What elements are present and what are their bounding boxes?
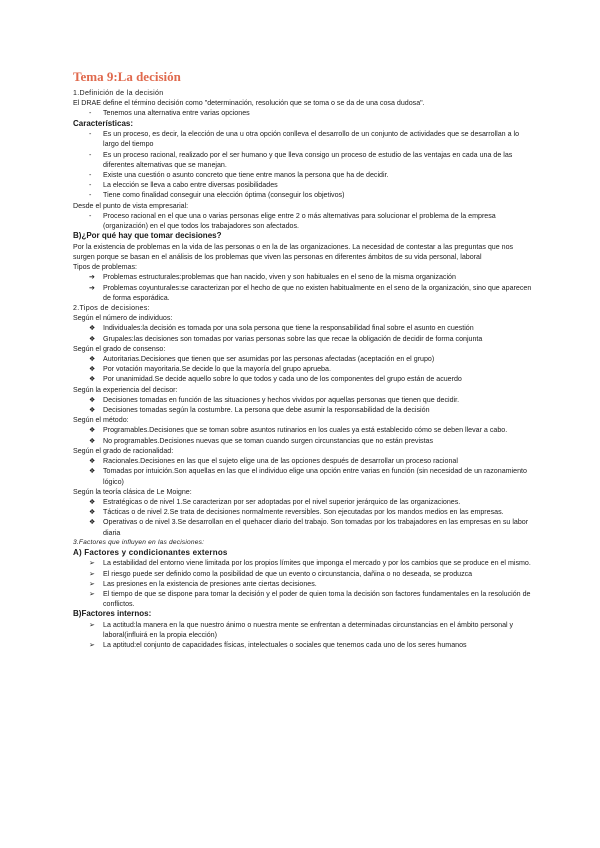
internal-factors-heading: B)Factores internos:: [73, 609, 152, 619]
list-item: - Tiene como finalidad conseguir una elección óptima (conseguir los objetivos): [73, 190, 533, 200]
list-item: - La elección se lleva a cabo entre diversas posibilidades: [73, 180, 533, 190]
problem-types-heading: Tipos de problemas:: [73, 263, 138, 272]
group-label: Según el método:: [73, 416, 129, 425]
triangle-bullet-icon: ➢: [89, 589, 95, 598]
list-item: ❖ Individuales:la decisión es tomada por una sola persona que tiene la responsabilidad final sobre el asunto en cuestión: [73, 323, 533, 333]
diamond-bullet-icon: ❖: [89, 375, 96, 384]
group-label: Según la teoría clásica de Le Moigne:: [73, 487, 192, 496]
list-item: ❖ Operativas o de nivel 3.Se desarrollan en el quehacer diario del trabajo. Son tomadas por los trabajadores en las empresas en su labor diaria: [73, 517, 533, 537]
group-label: Según el grado de consenso:: [73, 344, 166, 353]
dash-bullet: -: [89, 181, 92, 190]
diamond-bullet-icon: ❖: [89, 497, 96, 506]
list-item: - Es un proceso racional, realizado por el ser humano y que lleva consigo un proceso de estudio de las ventajas en cada una de las diferentes alternativas que se manejan.: [73, 150, 533, 170]
list-item: - Proceso racional en el que una o varias personas elige entre 2 o más alternativas para solucionar el problema de la empresa (organización) en el que todos los trabajadores son afectados.: [73, 211, 533, 231]
dash-bullet: -: [89, 150, 92, 159]
list-item: ❖ Por unanimidad.Se decide aquello sobre lo que todos y cada uno de los componentes del grupo están de acuerdo: [73, 374, 533, 384]
diamond-bullet-icon: ❖: [89, 355, 96, 364]
list-item: - Existe una cuestión o asunto concreto que tiene entre manos la persona que ha de decidir.: [73, 170, 533, 180]
intro-paragraph: El DRAE define el término decisión como "determinación, resolución que se toma o se da de una cosa dudosa".: [73, 99, 425, 108]
list-item: ➢ La actitud:la manera en la que nuestro ánimo o nuestra mente se enfrentan a determinadas circunstancias en el ámbito personal y laboral(influirá en la propia elección): [73, 620, 533, 640]
diamond-bullet-icon: ❖: [89, 365, 96, 374]
diamond-bullet-icon: ❖: [89, 436, 96, 445]
diamond-bullet-icon: ❖: [89, 426, 96, 435]
diamond-bullet-icon: ❖: [89, 395, 96, 404]
diamond-bullet-icon: ❖: [89, 518, 96, 527]
page-title: Tema 9:La decisión: [73, 69, 181, 84]
business-heading: Desde el punto de vista empresarial:: [73, 201, 189, 210]
section-1-heading: 1.Definición de la decisión: [73, 89, 164, 97]
triangle-bullet-icon: ➢: [89, 579, 95, 588]
list-item: ❖ Decisiones tomadas según la costumbre. La persona que debe asumir la responsabilidad de la decisión: [73, 405, 533, 415]
list-item: ❖ Por votación mayoritaria.Se decide lo que la mayoría del grupo aprueba.: [73, 364, 533, 374]
dash-bullet: -: [89, 109, 92, 118]
list-item: - Tenemos una alternativa entre varias opciones: [73, 108, 533, 118]
group-label: Según el número de individuos:: [73, 314, 173, 323]
triangle-bullet-icon: ➢: [89, 620, 95, 629]
arrow-bullet-icon: ➔: [89, 283, 95, 292]
list-item: ❖ No programables.Decisiones nuevas que se toman cuando surgen circunstancias que no están previstas: [73, 436, 533, 446]
diamond-bullet-icon: ❖: [89, 324, 96, 333]
characteristics-heading: Características:: [73, 118, 134, 128]
dash-bullet: -: [89, 191, 92, 200]
group-label: Según la experiencia del decisor:: [73, 385, 178, 394]
list-item: ❖ Estratégicas o de nivel 1.Se caracterizan por ser adoptadas por el nivel superior jerárquico de las organizaciones.: [73, 497, 533, 507]
diamond-bullet-icon: ❖: [89, 508, 96, 517]
group-label: Según el grado de racionalidad:: [73, 446, 174, 455]
list-item: ➢ El tiempo de que se dispone para tomar la decisión y el poder de quien toma la decisión son factores fundamentales en la resolución de conflictos.: [73, 589, 533, 609]
dash-bullet: -: [89, 211, 92, 220]
list-item: ➢ La aptitud:el conjunto de capacidades físicas, intelectuales o sociales que tenemos cada uno de los seres humanos: [73, 640, 533, 650]
section-b-paragraph: Por la existencia de problemas en la vida de las personas o en la de las organizaciones. La necesidad de contestar a las preguntas que nos surgen porque se basan en el análisis de los problemas que viven las personas en diferentes ámbitos de su vida personal, laboral: [73, 242, 514, 262]
list-item: ➔ Problemas coyunturales:se caracterizan por el hecho de que no existen habitualmente en el seno de la organización, sino que aparecen de forma esporádica.: [73, 283, 533, 303]
section-b-heading: B)¿Por qué hay que tomar decisiones?: [73, 231, 222, 241]
dash-bullet: -: [89, 130, 92, 139]
list-item: ➢ Las presiones en la existencia de presiones ante ciertas decisiones.: [73, 579, 533, 589]
list-item: ❖ Grupales:las decisiones son tomadas por varias personas sobre las que recae la obligación de decidir de forma conjunta: [73, 334, 533, 344]
document-page: [73, 68, 533, 651]
triangle-bullet-icon: ➢: [89, 569, 95, 578]
dash-bullet: -: [89, 171, 92, 180]
list-item: ❖ Programables.Decisiones que se toman sobre asuntos rutinarios en los cuales ya está establecido cómo se deben llevar a cabo.: [73, 425, 533, 435]
triangle-bullet-icon: ➢: [89, 559, 95, 568]
list-item: ➔ Problemas estructurales:problemas que han nacido, viven y son habituales en el seno de la misma organización: [73, 272, 533, 282]
list-item: ❖ Autoritarias.Decisiones que tienen que ser asumidas por las personas afectadas (aceptación en el grupo): [73, 354, 533, 364]
diamond-bullet-icon: ❖: [89, 406, 96, 415]
list-item: ❖ Decisiones tomadas en función de las situaciones y hechos vividos por aquellas personas que tienen que decidir.: [73, 395, 533, 405]
list-item: ❖ Tomadas por intuición.Son aquellas en las que el individuo elige una opción entre varias en función (sin necesidad de un razonamiento lógico): [73, 466, 533, 486]
list-item: ❖ Racionales.Decisiones en las que el sujeto elige una de las opciones después de desarrollar un proceso racional: [73, 456, 533, 466]
list-item: ❖ Tácticas o de nivel 2.Se trata de decisiones normalmente reversibles. Son ejecutadas por los mandos medios en las empresas.: [73, 507, 533, 517]
external-factors-heading: A) Factores y condicionantes externos: [73, 547, 228, 557]
diamond-bullet-icon: ❖: [89, 467, 96, 476]
triangle-bullet-icon: ➢: [89, 641, 95, 650]
diamond-bullet-icon: ❖: [89, 334, 96, 343]
diamond-bullet-icon: ❖: [89, 457, 96, 466]
section-3-heading: 3.Factores que influyen en las decisiones:: [73, 538, 205, 546]
list-item: ➢ El riesgo puede ser definido como la posibilidad de que un evento o circunstancia, dañina o no deseada, se produzca: [73, 569, 533, 579]
list-item: - Es un proceso, es decir, la elección de una u otra opción conlleva el desarrollo de un conjunto de actividades que se desarrollan a lo largo del tiempo: [73, 129, 533, 149]
arrow-bullet-icon: ➔: [89, 273, 95, 282]
list-item: ➢ La estabilidad del entorno viene limitada por los propios límites que imponga el mercado y por los cambios que se produce en el mismo.: [73, 558, 533, 568]
section-2-heading: 2.Tipos de decisiones:: [73, 304, 150, 313]
